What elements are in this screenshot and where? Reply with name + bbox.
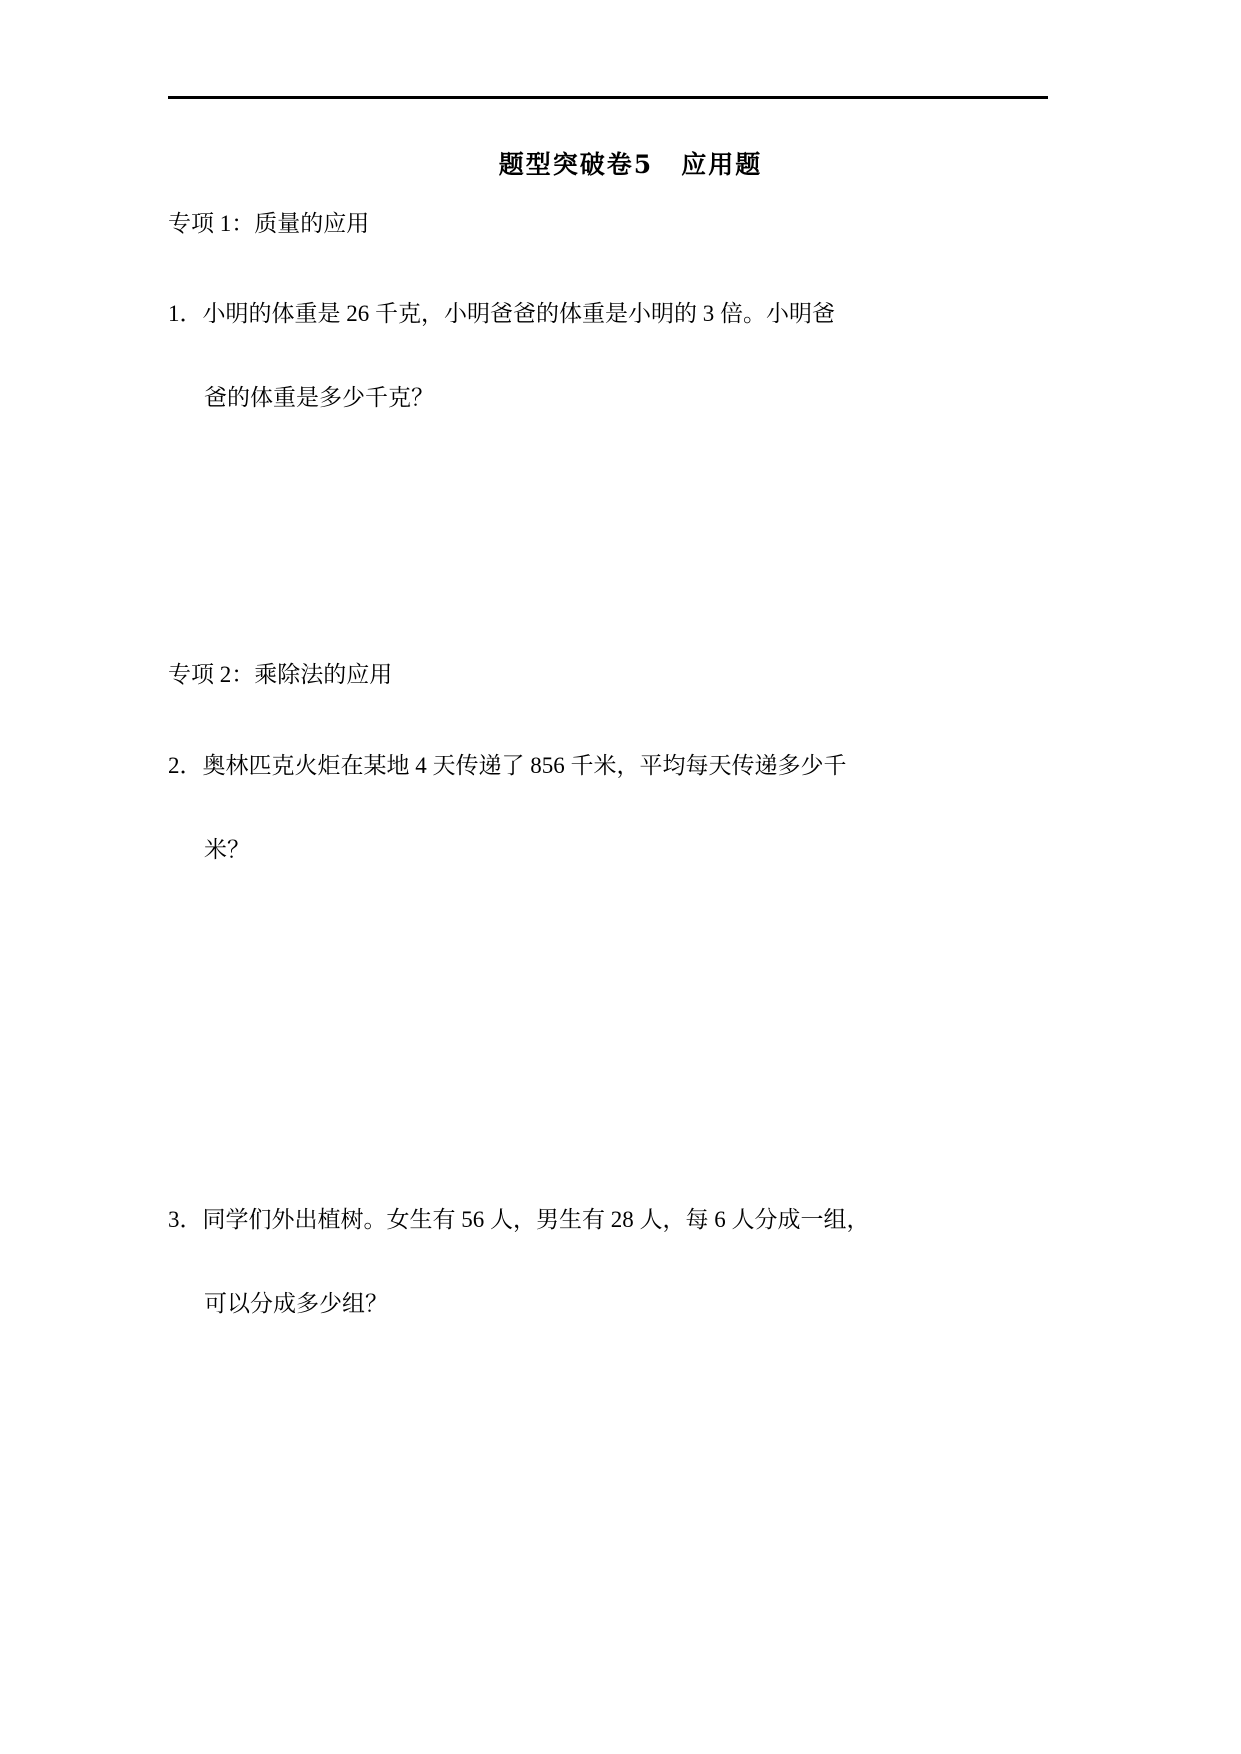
page-title [0,145,1241,181]
page-title-main: 题型突破卷5 [498,150,654,179]
question-1-number: 1． [168,301,203,326]
section-label-1: 专项 1：质量的应用 [168,211,370,236]
question-2-number: 2． [168,753,203,778]
question-2-line-1: 奥林匹克火炬在某地 4 天传递了 856 千米，平均每天传递多少千 [202,753,847,778]
question-3 [168,1178,1058,1346]
question-1 [168,272,1058,440]
question-1-line-1: 小明的体重是 26 千克，小明爸爸的体重是小明的 3 倍。小明爸 [202,301,835,326]
question-2 [168,724,1058,892]
question-3-line-2: 可以分成多少组？ [204,1291,388,1316]
section-label-2: 专项 2：乘除法的应用 [168,662,393,687]
page-title-sub: 应用题 [681,150,763,179]
question-3-line-1: 同学们外出植树。女生有 56 人，男生有 28 人，每 6 人分成一组， [202,1207,870,1232]
question-1-line-2: 爸的体重是多少千克？ [204,385,434,410]
question-3-number: 3． [168,1207,203,1232]
question-2-line-2: 米？ [204,837,250,862]
header-rule [168,96,1048,99]
